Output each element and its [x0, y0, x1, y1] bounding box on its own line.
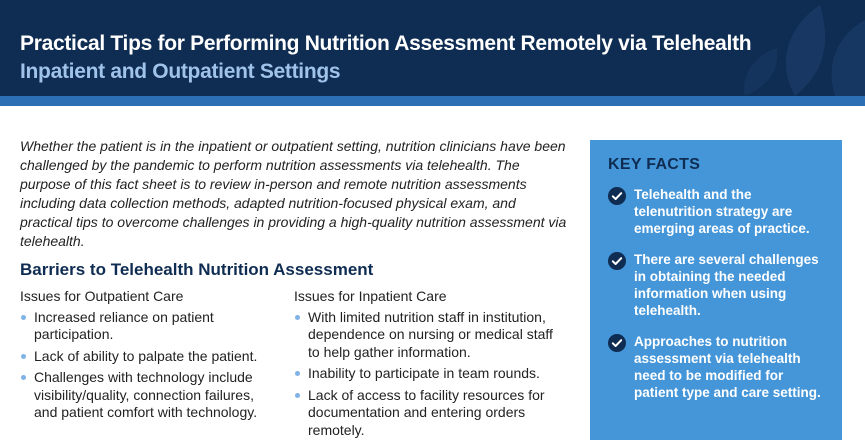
- bullet-dot-icon: [295, 371, 300, 376]
- page-title: Practical Tips for Performing Nutrition Assessment Remotely via Telehealth: [20, 32, 752, 55]
- key-facts-panel: [590, 140, 842, 440]
- inpatient-heading: Issues for Inpatient Care: [294, 288, 447, 304]
- key-facts-title: KEY FACTS: [608, 156, 701, 173]
- key-fact-item: Telehealth and the telenutrition strategy are emerging areas of practice.: [608, 186, 828, 237]
- key-fact-item: There are several challenges in obtaining the needed information when using telehealth.: [608, 251, 828, 319]
- list-item: Challenges with technology include visibility/quality, connection failures, and patient comfort with technology.: [20, 369, 278, 422]
- bullet-dot-icon: [295, 315, 300, 320]
- list-item: Increased reliance on patient participation.: [20, 309, 278, 344]
- header-banner: [0, 0, 865, 96]
- bullet-dot-icon: [21, 375, 26, 380]
- bullet-dot-icon: [21, 315, 26, 320]
- inpatient-column: [294, 288, 566, 443]
- check-circle-icon: [608, 187, 626, 205]
- outpatient-column: [20, 288, 278, 426]
- outpatient-list: [20, 309, 278, 422]
- check-circle-icon: [608, 252, 626, 270]
- intro-paragraph: Whether the patient is in the inpatient or outpatient setting, nutrition clinicians have been challenged by the pandemic to perform nutrition assessments via telehealth. The purpose of this fact sheet is to review in-person and remote nutrition assessments including data collection methods, adapted nutrition-focused physical exam, and practical tips to overcome challenges in providing a high-quality nutrition assessment via telehealth.: [20, 138, 567, 249]
- list-item: Lack of ability to palpate the patient.: [20, 348, 278, 366]
- page-subtitle: Inpatient and Outpatient Settings: [20, 60, 341, 83]
- barriers-heading: Barriers to Telehealth Nutrition Assessment: [20, 260, 374, 279]
- outpatient-heading: Issues for Outpatient Care: [20, 288, 184, 304]
- check-circle-icon: [608, 334, 626, 352]
- key-fact-item: Approaches to nutrition assessment via telehealth need to be modified for patient type and care setting.: [608, 333, 828, 401]
- list-item: Inability to participate in team rounds.: [294, 365, 566, 383]
- inpatient-list: [294, 309, 566, 440]
- list-item: Lack of access to facility resources for documentation and entering orders remotely.: [294, 387, 566, 440]
- header-rule: [0, 96, 865, 106]
- list-item: With limited nutrition staff in institution, dependence on nursing or medical staff to help gather information.: [294, 309, 566, 362]
- bullet-dot-icon: [21, 354, 26, 359]
- bullet-dot-icon: [295, 393, 300, 398]
